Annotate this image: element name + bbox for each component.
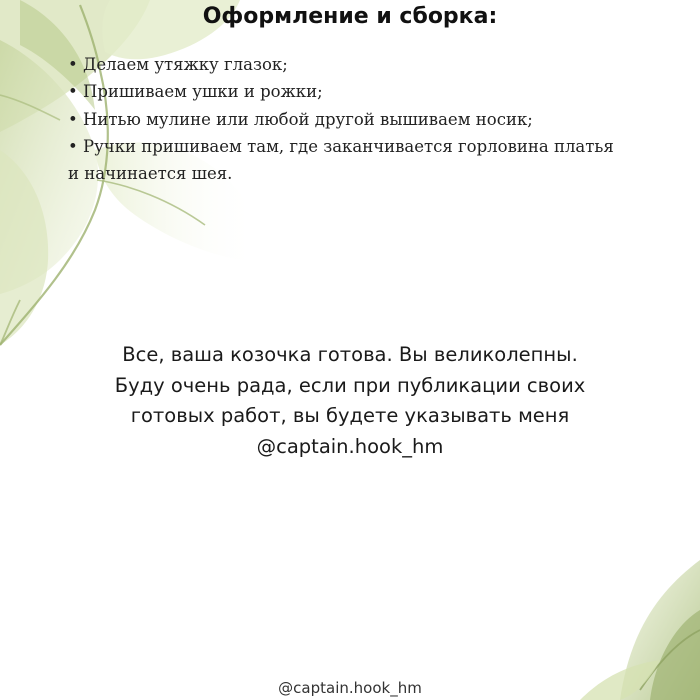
message-line: Буду очень рада, если при публикации своих	[114, 373, 586, 397]
list-item: • Пришиваем ушки и рожки;	[68, 82, 323, 102]
message-handle: @captain.hook_hm	[256, 434, 444, 458]
message-line: Все, ваша козочка готова. Вы великолепны.	[122, 343, 578, 366]
list-item: • Нитью мулине или любой другой вышиваем носик;	[68, 109, 533, 129]
list-item: • Делаем утяжку глазок;	[68, 55, 288, 74]
closing-message	[40, 340, 660, 462]
assembly-steps-list	[68, 51, 628, 187]
message-line: готовых работ, вы будете указывать меня	[130, 404, 570, 427]
footer-handle: @captain.hook_hm	[278, 679, 422, 697]
page-title: Оформление и сборка:	[202, 4, 498, 29]
list-item: • Ручки пришиваем там, где заканчивается горловина платья и начинается шея.	[68, 136, 614, 184]
